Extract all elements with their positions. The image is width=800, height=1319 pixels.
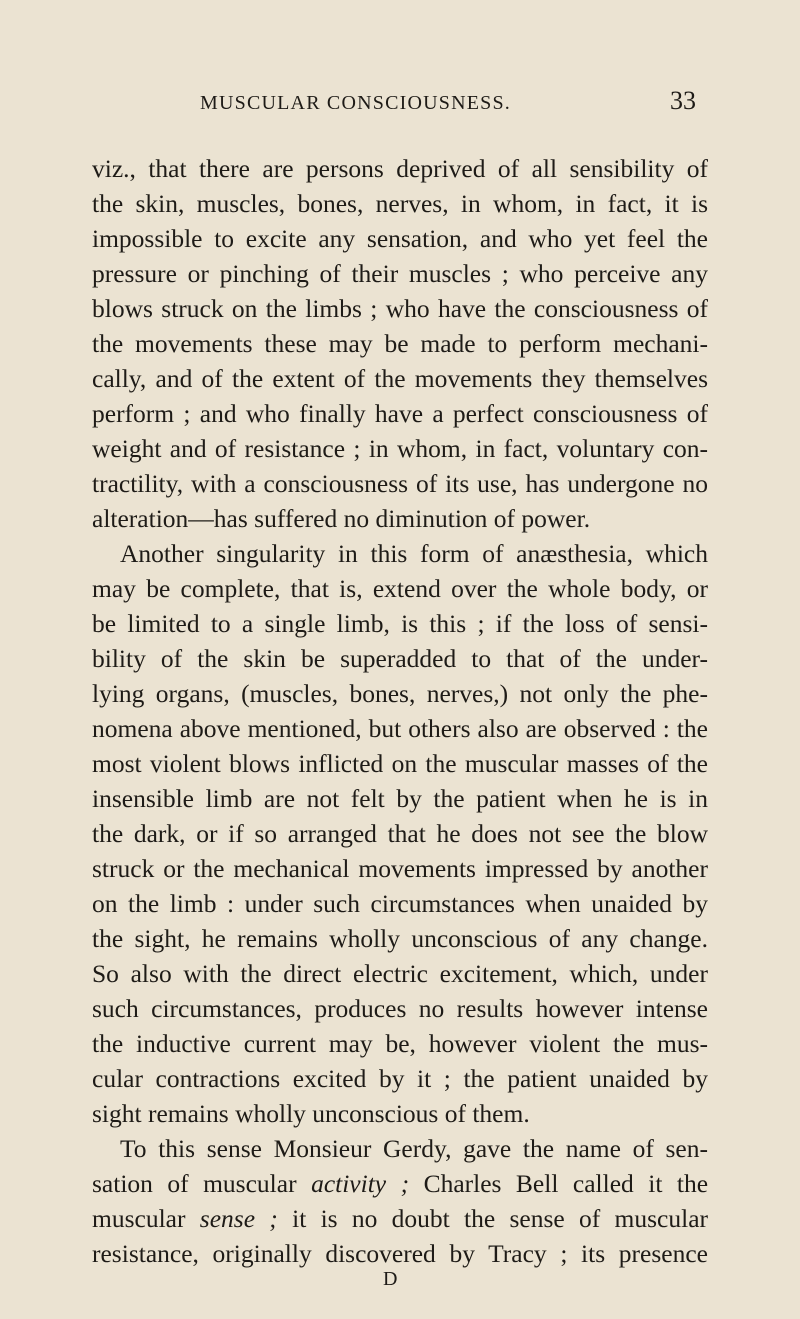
text-line: the sight, he remains wholly unconscious of any change. bbox=[92, 924, 708, 953]
text-run: Charles Bell called it the bbox=[423, 1169, 709, 1198]
text-line: such circumstances, produces no results however intense bbox=[92, 994, 708, 1023]
text-line: resistance, originally discovered by Tracy ; its presence bbox=[92, 1239, 708, 1268]
text-line: most violent blows inflicted on the muscular masses of the bbox=[92, 749, 708, 778]
page-number: 33 bbox=[670, 86, 696, 115]
text-line: cular contractions excited by it ; the patient unaided by bbox=[92, 1064, 708, 1093]
italic-term: activity ; bbox=[311, 1169, 410, 1198]
signature-mark: D bbox=[383, 1268, 398, 1290]
text-line: blows struck on the limbs ; who have the consciousness of bbox=[92, 294, 708, 323]
text-line: pressure or pinching of their muscles ; who perceive any bbox=[92, 259, 708, 288]
text-run: muscular bbox=[92, 1204, 186, 1233]
text-line: weight and of resistance ; in whom, in fact, voluntary con- bbox=[92, 434, 708, 463]
text-line: tractility, with a consciousness of its use, has undergone no bbox=[92, 469, 708, 498]
italic-term: sense ; bbox=[199, 1204, 278, 1233]
text-line: insensible limb are not felt by the patient when he is in bbox=[92, 784, 708, 813]
text-line: alteration—has suffered no diminution of power. bbox=[92, 504, 591, 533]
text-line: the skin, muscles, bones, nerves, in whom, in fact, it is bbox=[92, 189, 708, 218]
text-line: the movements these may be made to perform mechani- bbox=[92, 329, 708, 358]
text-line: nomena above mentioned, but others also are observed : the bbox=[92, 714, 708, 743]
text-line: impossible to excite any sensation, and who yet feel the bbox=[92, 224, 708, 253]
text-line: the dark, or if so arranged that he does not see the blow bbox=[92, 819, 708, 848]
running-head: MUSCULAR CONSCIOUSNESS. bbox=[200, 92, 511, 114]
text-line: may be complete, that is, extend over the whole body, or bbox=[92, 574, 708, 603]
text-line: the inductive current may be, however violent the mus- bbox=[92, 1029, 708, 1058]
text-line: viz., that there are persons deprived of all sensibility of bbox=[92, 154, 708, 183]
text-line: sight remains wholly unconscious of them. bbox=[92, 1099, 530, 1128]
text-run: sation of muscular bbox=[92, 1169, 297, 1198]
text-line: lying organs, (muscles, bones, nerves,) not only the phe- bbox=[92, 679, 708, 708]
text-line: So also with the direct electric excitement, which, under bbox=[92, 959, 708, 988]
text-run: it is no doubt the sense of muscular bbox=[292, 1204, 709, 1233]
text-line: To this sense Monsieur Gerdy, gave the name of sen- bbox=[120, 1134, 708, 1163]
text-line bbox=[92, 1204, 708, 1234]
text-line: be limited to a single limb, is this ; if the loss of sensi- bbox=[92, 609, 708, 638]
text-line bbox=[92, 1169, 708, 1199]
text-line: on the limb : under such circumstances when unaided by bbox=[92, 889, 708, 918]
text-line: Another singularity in this form of anæsthesia, which bbox=[120, 539, 708, 568]
text-line: bility of the skin be superadded to that of the under- bbox=[92, 644, 708, 673]
text-line: perform ; and who finally have a perfect consciousness of bbox=[92, 399, 708, 428]
text-line: cally, and of the extent of the movements they themselves bbox=[92, 364, 708, 393]
text-line: struck or the mechanical movements impressed by another bbox=[92, 854, 708, 883]
